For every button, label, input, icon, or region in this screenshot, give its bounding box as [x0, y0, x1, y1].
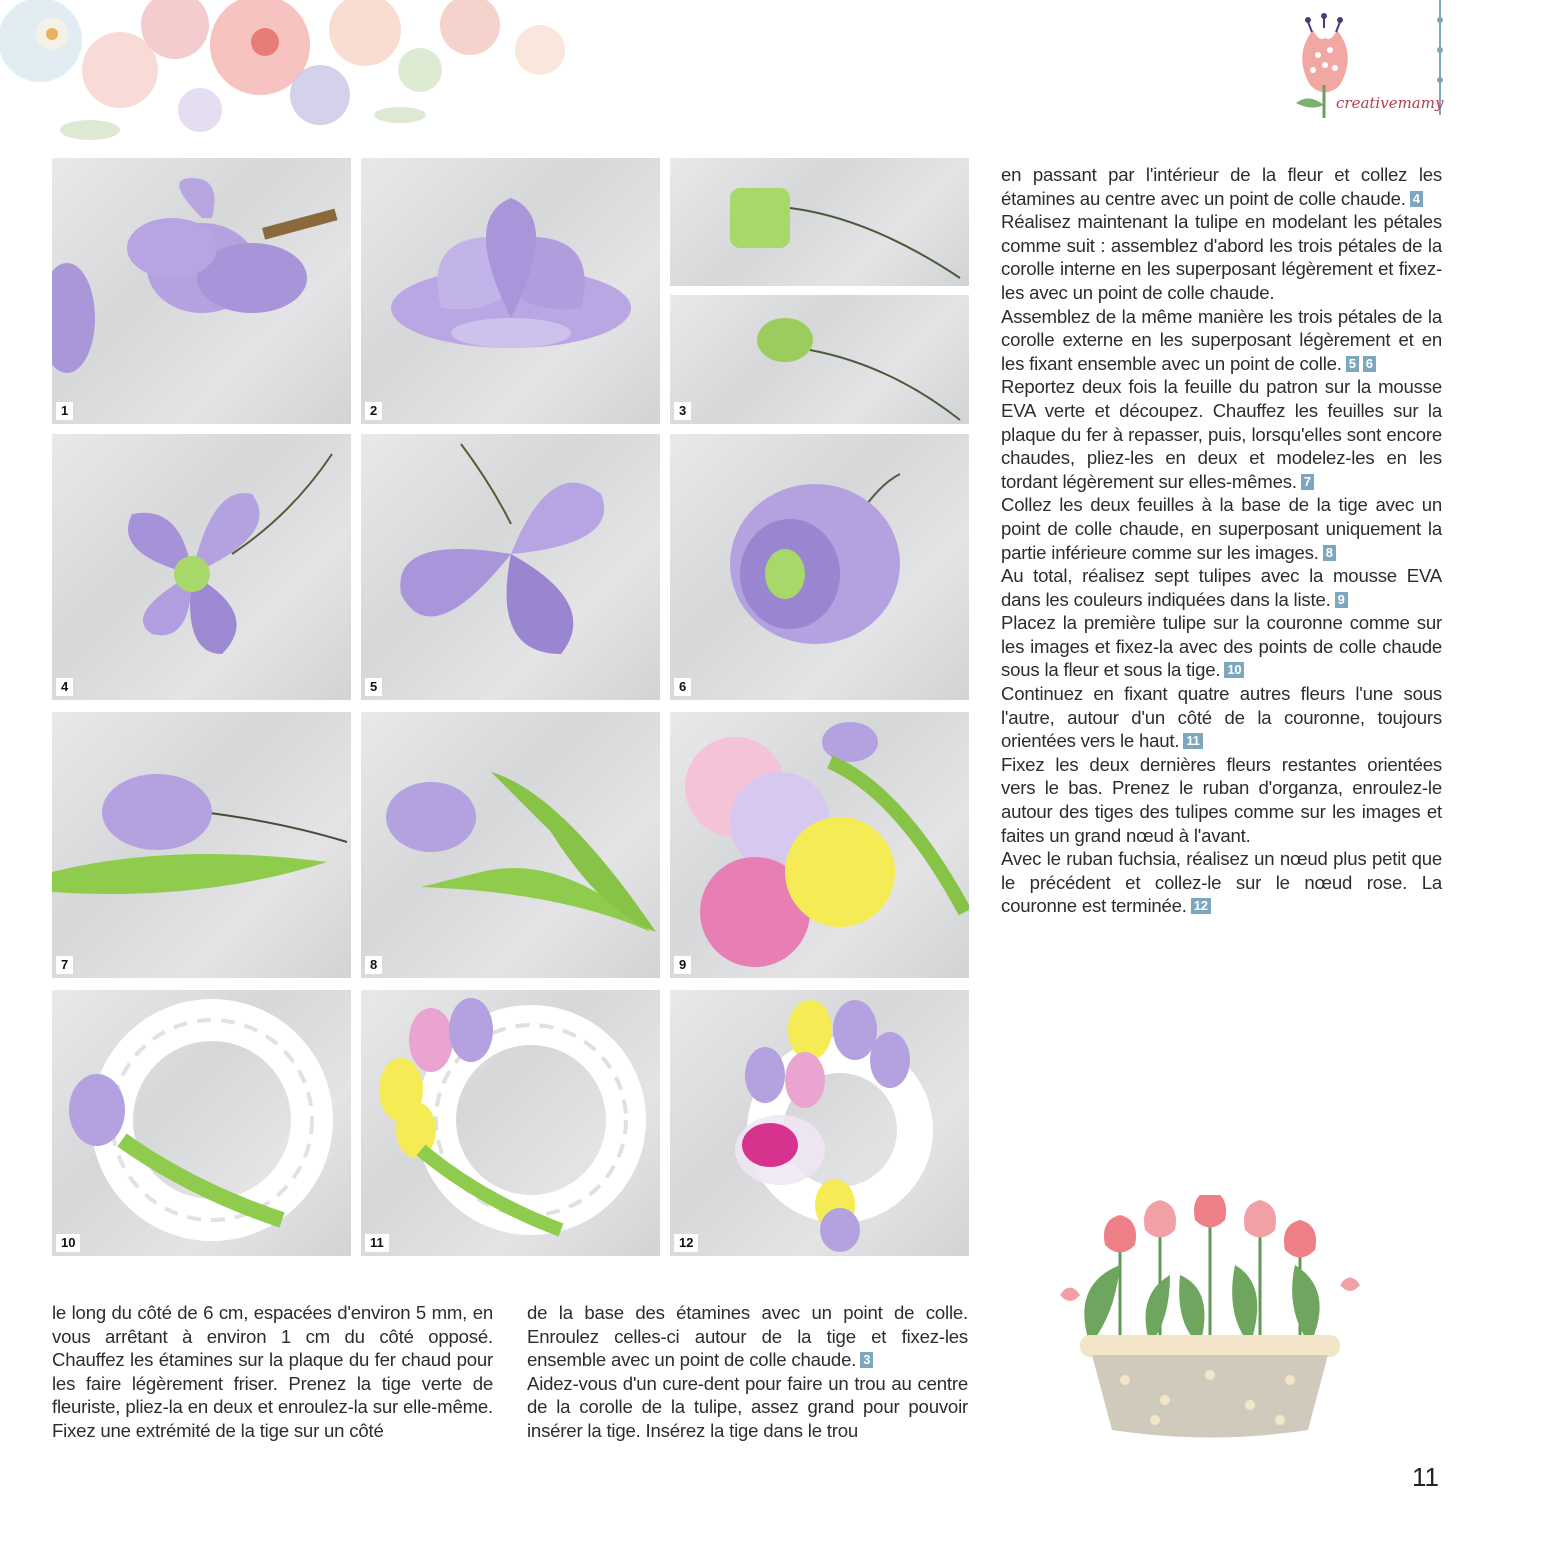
- step-photo-7: [52, 712, 351, 978]
- step-number: 10: [56, 1234, 80, 1252]
- step-ref-badge: 10: [1224, 662, 1244, 678]
- paragraph: le long du côté de 6 cm, espacées d'environ 5 mm, en vous arrêtant à environ 1 cm du côté opposé. Chauffez les étamines sur la plaque du fer chaud pour les faire légèrement friser. Prenez la tige verte de fleuriste, pliez-la en deux et enroulez-la sur elle-même. Fixez une extrémité de la tige sur un côté: [52, 1302, 493, 1441]
- paragraph: Avec le ruban fuchsia, réalisez un nœud plus petit que le précédent et collez-le sur le nœud rose. La couronne est terminée.: [1001, 848, 1442, 917]
- paragraph: Réalisez maintenant la tulipe en modelant les pétales comme suit : assemblez d'abord les trois pétales de la corolle interne en les superposant légèrement et fixez-les avec un point de colle chaude.: [1001, 211, 1442, 303]
- paragraph: de la base des étamines avec un point de colle. Enroulez celles-ci autour de la tige et fixez-les ensemble avec un point de colle chaude.: [527, 1302, 968, 1371]
- paragraph: Collez les deux feuilles à la base de la tige avec un point de colle chaude, en superposant uniquement la partie inférieure comme sur les images.: [1001, 494, 1442, 563]
- page-number: 11: [1412, 1462, 1439, 1492]
- bottom-middle-text: [527, 1301, 968, 1443]
- paragraph: Au total, réalisez sept tulipes avec la mousse EVA dans les couleurs indiquées dans la liste.: [1001, 565, 1442, 610]
- step-photo-11: [361, 990, 660, 1256]
- step-ref-badge: 11: [1183, 733, 1202, 749]
- step-number: 6: [674, 678, 691, 696]
- tulip-pot-illustration: [1050, 1195, 1370, 1445]
- paragraph: Placez la première tulipe sur la couronne comme sur les images et fixez-la avec des points de colle chaude sous la fleur et sous la tige.: [1001, 612, 1442, 681]
- step-photo-2: [361, 158, 660, 424]
- floral-header-decoration: [0, 0, 600, 160]
- step-ref-badge: 12: [1191, 898, 1211, 914]
- step-number: 3: [674, 402, 691, 420]
- step-photo-4: [52, 434, 351, 700]
- step-photo-8: [361, 712, 660, 978]
- paragraph: Fixez les deux dernières fleurs restantes orientées vers le bas. Prenez le ruban d'organza, enroulez-le autour des tiges des tulipes comme sur les images et faites un grand nœud à l'avant.: [1001, 753, 1442, 846]
- step-photo-5: [361, 434, 660, 700]
- step-photo-3a: [670, 158, 969, 286]
- step-ref-badge: 5: [1346, 356, 1359, 372]
- step-photo-10: [52, 990, 351, 1256]
- step-ref-badge: 4: [1410, 191, 1423, 207]
- step-number: 8: [365, 956, 382, 974]
- step-photo-6: [670, 434, 969, 700]
- logo-brand-text: creativemamy: [1336, 94, 1444, 112]
- step-number: 7: [56, 956, 73, 974]
- right-column-text: [1001, 163, 1442, 918]
- step-number: 11: [365, 1234, 389, 1252]
- step-number: 9: [674, 956, 691, 974]
- step-ref-badge: 6: [1363, 356, 1376, 372]
- paragraph: Continuez en fixant quatre autres fleurs l'une sous l'autre, autour d'un côté de la couronne, toujours orientées vers le haut.: [1001, 683, 1442, 752]
- step-ref-badge: 9: [1335, 592, 1348, 608]
- step-number: 5: [365, 678, 382, 696]
- step-number: 12: [674, 1234, 698, 1252]
- step-ref-badge: 7: [1301, 474, 1314, 490]
- step-photo-1: [52, 158, 351, 424]
- step-number: 2: [365, 402, 382, 420]
- step-photo-3b: [670, 295, 969, 424]
- step-photo-9: [670, 712, 969, 978]
- paragraph: Aidez-vous d'un cure-dent pour faire un trou au centre de la corolle de la tulipe, assez grand pour pouvoir insérer la tige. Insérez la tige dans le trou: [527, 1372, 968, 1441]
- step-ref-badge: 8: [1323, 545, 1336, 561]
- step-ref-badge: 3: [860, 1352, 873, 1368]
- paragraph: Reportez deux fois la feuille du patron sur la mousse EVA verte et découpez. Chauffez les feuilles sur la plaque du fer à repasser, puis, lorsqu'elles sont encore chaudes, pliez-les en deux et modelez-les en les tordant légèrement sur elles-mêmes.: [1001, 376, 1442, 492]
- step-number: 1: [56, 402, 73, 420]
- step-number: 4: [56, 678, 73, 696]
- step-photo-12: [670, 990, 969, 1256]
- bottom-left-text: [52, 1301, 493, 1443]
- paragraph: en passant par l'intérieur de la fleur et collez les étamines au centre avec un point de colle chaude.: [1001, 164, 1442, 209]
- paragraph: Assemblez de la même manière les trois pétales de la corolle externe en les superposant légèrement et en les fixant ensemble avec un point de colle.: [1001, 305, 1442, 374]
